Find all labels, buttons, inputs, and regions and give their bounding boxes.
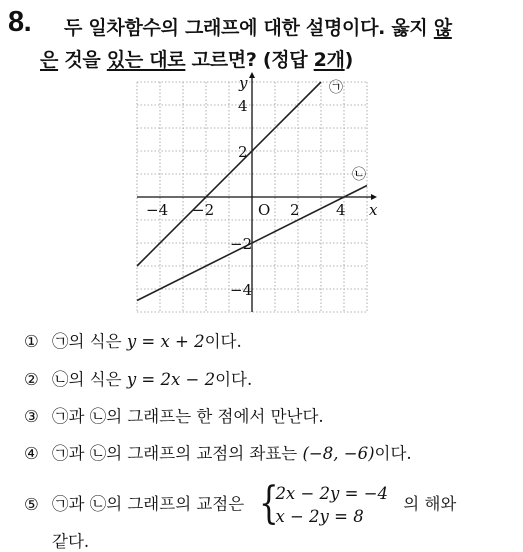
brace-symbol: { xyxy=(259,478,280,529)
line-a-label: ㉠ xyxy=(329,80,343,96)
option-1[interactable] xyxy=(24,328,242,352)
option-4-text: 과 xyxy=(68,444,90,463)
option-3-text2: 의 그래프는 한 점에서 만난다. xyxy=(106,407,324,426)
line-b-ref: ㉡ xyxy=(89,494,107,514)
line-a-ref: ㉠ xyxy=(52,332,69,351)
y-tick-label: −4 xyxy=(230,281,253,299)
line-a-ref: ㉠ xyxy=(52,444,69,463)
y-axis-label: y xyxy=(239,74,248,92)
equation-2: x − 2y = 8 xyxy=(275,507,364,526)
question-number: 8. xyxy=(8,6,32,38)
equation-1: 2x − 2y = −4 xyxy=(275,484,389,503)
x-tick-label: −4 xyxy=(146,201,169,219)
line-b-label: ㉡ xyxy=(352,167,366,183)
graph-labels xyxy=(146,74,378,299)
option-5-tail: 의 해와 xyxy=(398,494,457,514)
option-5-marker: ⑤ xyxy=(24,494,39,514)
x-axis-label: x xyxy=(369,201,378,219)
x-tick-label: −2 xyxy=(192,201,215,219)
option-3-marker: ③ xyxy=(24,407,39,426)
y-tick-label: −2 xyxy=(230,235,253,253)
option-3[interactable] xyxy=(24,403,324,427)
option-5-text: 과 xyxy=(68,494,90,514)
y-tick-label: 2 xyxy=(238,143,248,161)
option-4-coordinate: (−8, −6) xyxy=(302,444,375,463)
option-1-tail: 이다. xyxy=(204,332,242,351)
question-text-line1: 두 일차함수의 그래프에 대한 설명이다. 옳지 않 xyxy=(64,17,452,39)
option-2[interactable] xyxy=(24,366,252,390)
line-a-graph xyxy=(137,82,321,266)
option-1-equation: y = x + 2 xyxy=(126,332,205,351)
line-a-ref: ㉠ xyxy=(52,407,69,426)
option-1-text: 의 식은 xyxy=(68,332,127,351)
option-5[interactable] xyxy=(24,478,457,529)
equation-system xyxy=(259,478,389,529)
option-4-text2: 의 그래프의 교점의 좌표는 xyxy=(106,444,303,463)
option-2-text: 의 식은 xyxy=(68,370,127,389)
x-tick-label: 4 xyxy=(336,201,346,219)
function-graph xyxy=(130,74,378,312)
option-1-marker: ① xyxy=(24,332,39,351)
y-axis-arrow xyxy=(249,72,255,78)
line-b-ref: ㉡ xyxy=(89,444,107,463)
question-text-line2: 은 것을 있는 대로 고르면? (정답 2개) xyxy=(40,49,354,71)
option-2-marker: ② xyxy=(24,370,39,389)
option-2-equation: y = 2x − 2 xyxy=(126,370,216,389)
option-5-continuation: 같다. xyxy=(52,532,90,551)
option-3-text: 과 xyxy=(68,407,90,426)
line-a-ref: ㉠ xyxy=(52,494,69,514)
option-4-marker: ④ xyxy=(24,444,39,463)
line-b-ref: ㉡ xyxy=(89,407,107,426)
line-b-ref: ㉡ xyxy=(52,370,69,389)
option-4[interactable] xyxy=(24,440,412,464)
x-tick-label: 2 xyxy=(290,201,300,219)
option-5-text2: 의 그래프의 교점은 xyxy=(106,494,250,514)
x-axis-arrow xyxy=(371,194,377,200)
origin-label: O xyxy=(258,201,271,219)
option-2-tail: 이다. xyxy=(215,370,253,389)
y-tick-label: 4 xyxy=(238,97,248,115)
graph-axes xyxy=(137,72,377,312)
option-4-tail: 이다. xyxy=(374,444,412,463)
